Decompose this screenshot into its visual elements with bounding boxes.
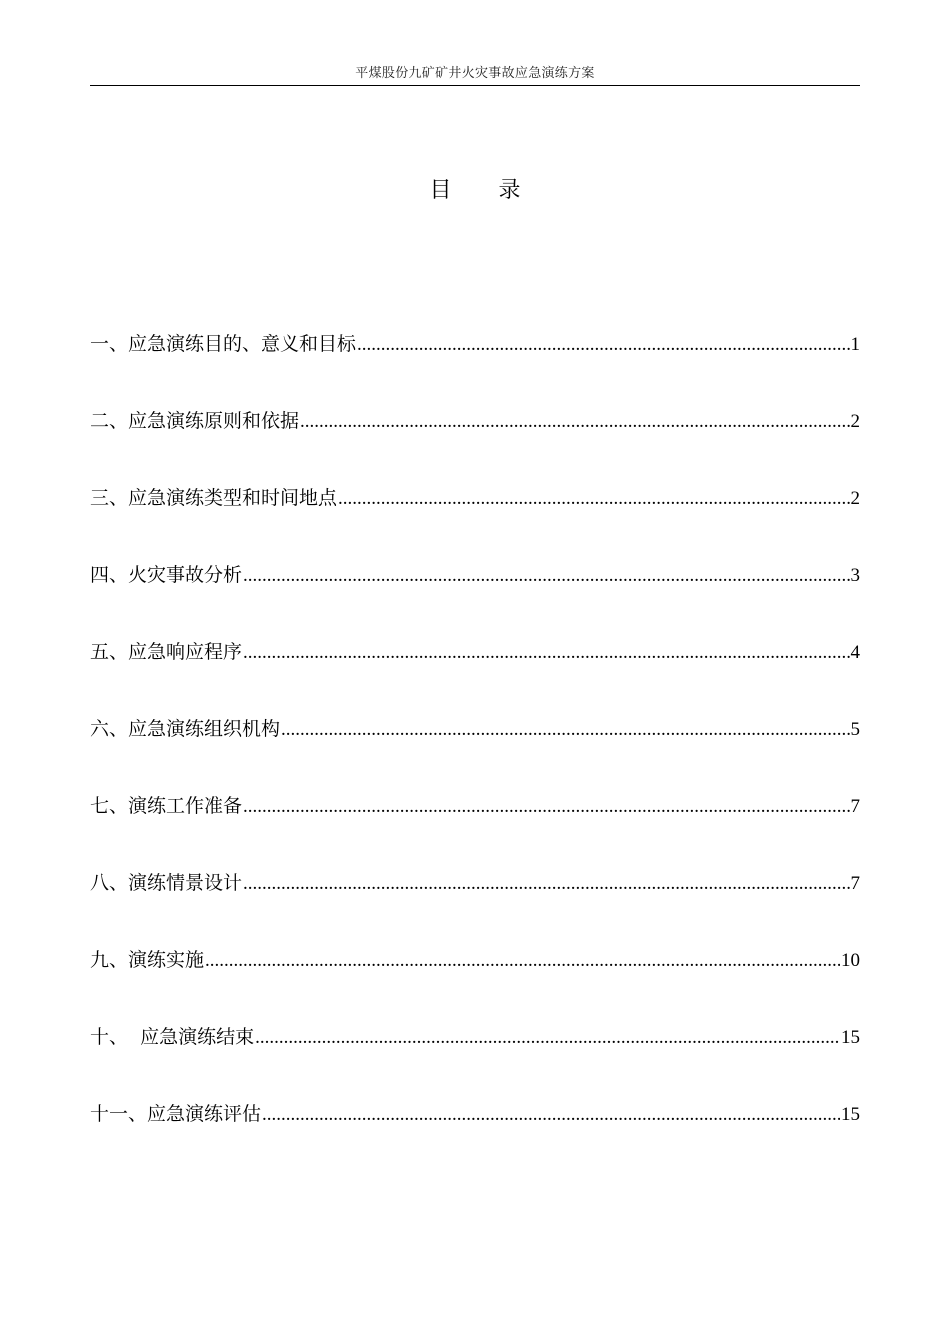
- toc-page-number: 1: [850, 334, 860, 355]
- toc-dot-leader: [243, 870, 849, 898]
- toc-page-number: 2: [850, 411, 860, 432]
- toc-entry[interactable]: [90, 792, 860, 869]
- toc-entry-label: 四、火灾事故分析: [90, 564, 243, 586]
- toc-entry[interactable]: [90, 561, 860, 638]
- toc-entry[interactable]: [90, 484, 860, 561]
- toc-dot-leader: [205, 947, 840, 975]
- toc-entry-label: 七、演练工作准备: [90, 795, 243, 817]
- toc-entry[interactable]: [90, 1100, 860, 1177]
- toc-entry-label: 一、应急演练目的、意义和目标: [90, 333, 357, 355]
- toc-entry[interactable]: [90, 869, 860, 946]
- toc-page-number: 10: [841, 950, 860, 971]
- toc-entry[interactable]: [90, 946, 860, 1023]
- toc-entry[interactable]: [90, 715, 860, 792]
- toc-title: [0, 176, 950, 206]
- toc-page-number: 2: [850, 488, 860, 509]
- toc-entry-label: 五、应急响应程序: [90, 641, 243, 663]
- toc-entry-label: 二、应急演练原则和依据: [90, 410, 300, 432]
- toc-dot-leader: [243, 639, 849, 667]
- header-rule: [90, 85, 860, 86]
- toc-entry-label: 十、 应急演练结束: [90, 1026, 255, 1048]
- toc-dot-leader: [243, 793, 849, 821]
- toc-entry[interactable]: [90, 407, 860, 484]
- toc-page-number: 4: [850, 642, 860, 663]
- toc-entry-label: 三、应急演练类型和时间地点: [90, 487, 338, 509]
- toc-dot-leader: [338, 485, 849, 513]
- toc-entry[interactable]: [90, 1023, 860, 1100]
- running-header: 平煤股份九矿矿井火灾事故应急演练方案: [355, 66, 595, 81]
- toc-entry-label: 九、演练实施: [90, 949, 205, 971]
- toc-dot-leader: [262, 1101, 840, 1129]
- toc-dot-leader: [357, 331, 849, 359]
- toc-dot-leader: [243, 562, 849, 590]
- toc-page-number: 7: [850, 873, 860, 894]
- toc-page-number: 7: [850, 796, 860, 817]
- toc-page-number: 3: [850, 565, 860, 586]
- toc-entry-label: 十一、应急演练评估: [90, 1103, 262, 1125]
- toc-dot-leader: [255, 1024, 840, 1052]
- toc-page-number: 15: [841, 1027, 860, 1048]
- toc-entry[interactable]: [90, 330, 860, 407]
- toc-dot-leader: [281, 716, 849, 744]
- toc-page-number: 15: [841, 1104, 860, 1125]
- toc-list: [90, 330, 860, 1177]
- toc-dot-leader: [300, 408, 849, 436]
- toc-title-char: 录: [498, 178, 521, 203]
- toc-entry-label: 六、应急演练组织机构: [90, 718, 281, 740]
- toc-entry-label: 八、演练情景设计: [90, 872, 243, 894]
- toc-entry[interactable]: [90, 638, 860, 715]
- toc-title-char: 目: [429, 178, 452, 203]
- toc-page-number: 5: [850, 719, 860, 740]
